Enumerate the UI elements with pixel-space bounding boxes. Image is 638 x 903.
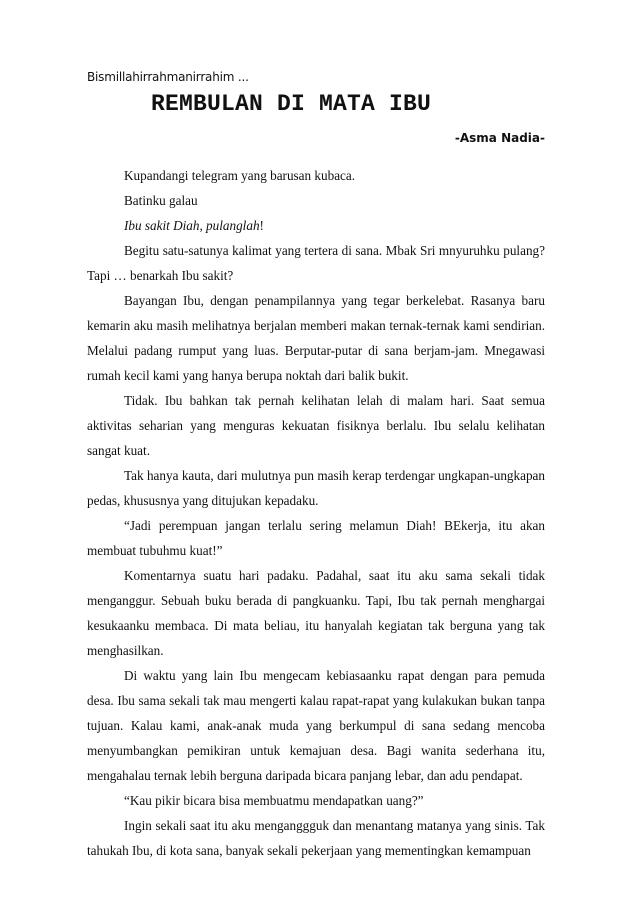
paragraph: Begitu satu-satunya kalimat yang tertera di sana. Mbak Sri mnyuruhku pulang? Tapi … benarkah Ibu sakit? (87, 243, 545, 283)
paragraph: Kupandangi telegram yang barusan kubaca. (124, 168, 356, 183)
paragraph: Bayangan Ibu, dengan penampilannya yang tegar berkelebat. Rasanya baru kemarin aku masih melihatnya berjalan memberi makan ternak-ternak kami sendirian. Melalui padang rumput yang luas. Berputar-putar di sana berjam-jam. Mnegawasi rumah kecil kami yang hanya berupa noktah dari balik bukit. (87, 293, 545, 383)
telegram-quote: Ibu sakit Diah, pulanglah (124, 218, 260, 233)
author-name: -Asma Nadia- (454, 131, 545, 145)
telegram-quote-paragraph (87, 213, 545, 238)
paragraph: Tidak. Ibu bahkan tak pernah kelihatan lelah di malam hari. Saat semua aktivitas seharian yang menguras kekuatan fisiknya berlalu. Ibu selalu kelihatan sangat kuat. (87, 393, 545, 458)
paragraph: Di waktu yang lain Ibu mengecam kebiasaanku rapat dengan para pemuda desa. Ibu sama sekali tak mau mengerti kalau rapat-rapat yang kulakukan bukan tanpa tujuan. Kalau kami, anak-anak muda yang berkumpul di sana sedang mencoba menyumbangkan pemikiran untuk kemajuan desa. Bagi wanita sederhana itu, mengahalau ternak lebih berguna daripada bicara panjang lebar, dan adu pendapat. (87, 668, 545, 783)
document-page (87, 70, 545, 863)
paragraph: Ingin sekali saat itu aku menganggguk dan menantang matanya yang sinis. Tak tahukah Ibu, di kota sana, banyak sekali pekerjaan yang mementingkan kemampuan (87, 818, 545, 858)
telegram-exclamation: ! (259, 218, 264, 233)
preface-text: Bismillahirrahmanirrahim ... (87, 70, 249, 84)
paragraph: “Kau pikir bicara bisa membuatmu mendapatkan uang?” (124, 793, 424, 808)
story-body (87, 163, 545, 863)
paragraph: Tak hanya kauta, dari mulutnya pun masih kerap terdengar ungkapan-ungkapan pedas, khususnya yang ditujukan kepadaku. (87, 468, 545, 508)
paragraph: “Jadi perempuan jangan terlalu sering melamun Diah! BEkerja, itu akan membuat tubuhmu kuat!” (87, 518, 545, 558)
paragraph: Komentarnya suatu hari padaku. Padahal, saat itu aku sama sekali tidak menganggur. Sebuah buku berada di pangkuanku. Tapi, Ibu tak pernah menghargai kesukaanku membaca. Di mata beliau, itu hanyalah kegiatan tak berguna yang tak menghasilkan. (87, 568, 545, 658)
paragraph: Batinku galau (124, 193, 198, 208)
story-title: REMBULAN DI MATA IBU (151, 91, 432, 117)
